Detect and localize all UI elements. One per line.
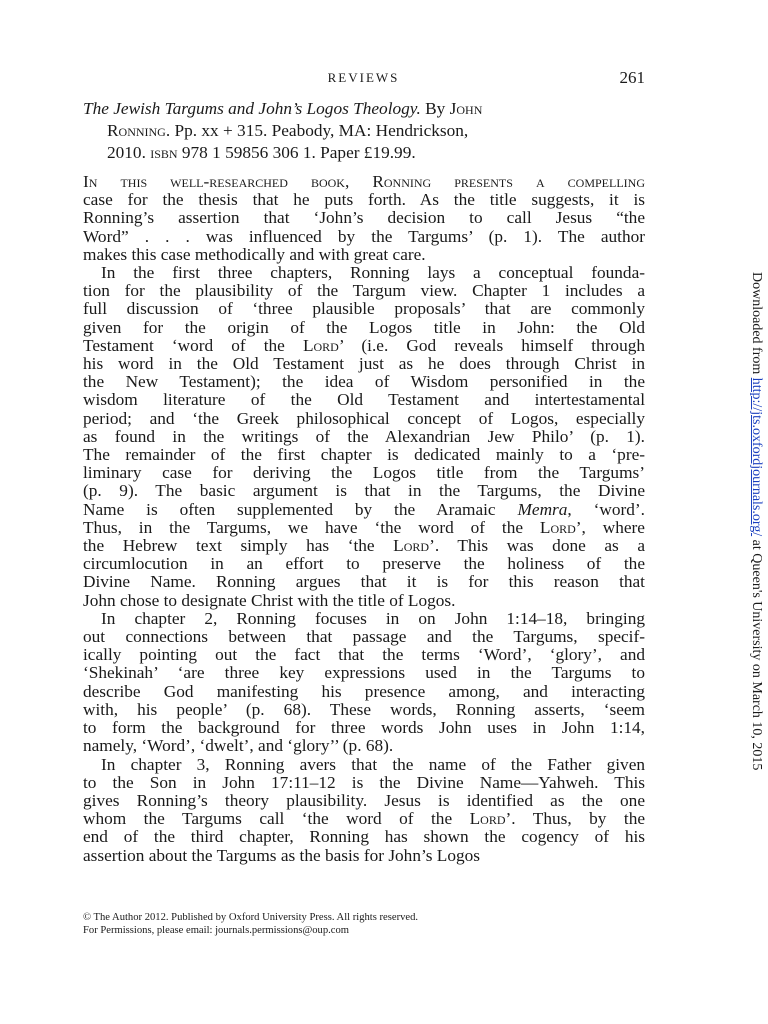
- paragraph-2: [83, 264, 645, 610]
- text-line: In the first three chapters, Ronning lays a conceptual founda-: [101, 263, 645, 283]
- text-line: (p. 9). The basic argument is that in the Targums, the Divine: [83, 481, 645, 501]
- text-line: case for the thesis that he puts forth. As the title suggests, it is: [83, 190, 645, 210]
- book-title: The Jewish Targums and John’s Logos Theology.: [83, 99, 421, 118]
- page-header: [82, 68, 645, 92]
- text-line: to form the background for three words John uses in John 1:14,: [83, 718, 645, 738]
- paragraph-3: [83, 610, 645, 756]
- smallcaps-term: this well-researched book, Ronning presents a compelling: [97, 172, 645, 191]
- text-line: end of the third chapter, Ronning has shown the cogency of his: [83, 827, 645, 847]
- text-line: [83, 337, 645, 355]
- smallcaps-term: Lord: [393, 536, 430, 556]
- page-number: 261: [619, 68, 645, 87]
- text-line: given for the origin of the Logos title in John: the Old: [83, 317, 645, 337]
- text-line: [83, 501, 645, 519]
- text-line: with, his people’ (p. 68). These words, Ronning asserts, ‘seem: [83, 699, 645, 719]
- author-first-name: John: [449, 99, 483, 118]
- author-last-name: Ronning: [107, 121, 166, 140]
- paragraph-4: [83, 756, 645, 865]
- citation-line-3: 2010. isbn 978 1 59856 306 1. Paper £19.99.: [107, 143, 416, 162]
- text-segment: ’ (i.e. God reveals himself through: [338, 335, 645, 355]
- italic-term: Memra: [517, 499, 568, 519]
- journal-link[interactable]: http://jts.oxfordjournals.org/: [749, 377, 764, 537]
- text-line: Word” . . . was influenced by the Targums’ (p. 1). The author: [83, 226, 645, 246]
- citation-line-2: Ronning. Pp. xx + 315. Peabody, MA: Hendrickson,: [107, 121, 469, 140]
- review-citation: [83, 98, 645, 164]
- text-segment: the Hebrew text simply has ‘the: [83, 536, 394, 556]
- text-line: In chapter 3, Ronning avers that the name of the Father given: [101, 754, 645, 774]
- permissions-line: For Permissions, please email: journals.permissions@oup.com: [83, 925, 350, 936]
- text-line: Ronning’s assertion that ‘John’s decision to call Jesus “the: [83, 208, 645, 228]
- text-line: John chose to designate Christ with the title of Logos.: [83, 590, 456, 610]
- text-line: his word in the Old Testament just as he does through Christ in: [83, 354, 645, 374]
- running-title: REVIEWS: [327, 70, 400, 85]
- text-line: describe God manifesting his presence among, and interacting: [83, 681, 645, 701]
- text-line: liminary case for deriving the Logos title from the Targums’: [83, 463, 645, 483]
- text-line: Divine Name. Ronning argues that it is for this reason that: [83, 572, 645, 592]
- smallcaps-term: Lord: [469, 809, 506, 829]
- text-line: period; and ‘the Greek philosophical concept of Logos, especially: [83, 408, 645, 428]
- text-line: the New Testament); the idea of Wisdom personified in the: [83, 372, 645, 392]
- drop-smallcaps: In: [83, 172, 98, 191]
- text-segment: ’. This was done as a: [429, 536, 645, 556]
- text-segment: ’, where: [575, 517, 645, 537]
- text-segment: Name is often supplemented by the Aramaic: [83, 499, 518, 519]
- text-line: ically pointing out the fact that the terms ‘Word’, ‘glory’, and: [83, 645, 645, 665]
- text-line: circumlocution in an effort to preserve the holiness of the: [83, 554, 645, 574]
- text-line: out connections between that passage and the Targums, specif-: [83, 627, 645, 647]
- citation-line-1: The Jewish Targums and John’s Logos Theology. By John: [83, 99, 483, 118]
- text-line: wisdom literature of the Old Testament and intertestamental: [83, 390, 645, 410]
- text-line: gives Ronning’s theory plausibility. Jesus is identified as the one: [83, 790, 645, 810]
- text-line: The remainder of the first chapter is dedicated mainly to a ‘pre-: [83, 445, 645, 465]
- text-line: ‘Shekinah’ ‘are three key expressions used in the Targums to: [83, 663, 645, 683]
- text-line: [83, 519, 645, 537]
- text-line: makes this case methodically and with great care.: [83, 244, 426, 264]
- text-line: namely, ‘Word’, ‘dwelt’, and ‘glory’’ (p. 68).: [83, 736, 394, 756]
- text-segment: ’. Thus, by the: [505, 809, 646, 829]
- paragraph-1: [83, 173, 645, 264]
- text-line: [83, 173, 645, 191]
- text-line: [83, 810, 645, 828]
- text-segment: whom the Targums call ‘the word of the: [83, 809, 470, 829]
- copyright-line: © The Author 2012. Published by Oxford University Press. All rights reserved.: [83, 912, 419, 923]
- smallcaps-term: Lord: [539, 517, 576, 537]
- text-line: to the Son in John 17:11–12 is the Divine Name—Yahweh. This: [83, 772, 645, 792]
- text-line: assertion about the Targums as the basis for John’s Logos: [83, 845, 481, 865]
- text-line: In chapter 2, Ronning focuses in on John 1:14–18, bringing: [101, 608, 645, 628]
- text-line: tion for the plausibility of the Targum view. Chapter 1 includes a: [83, 281, 645, 301]
- text-segment: Testament ‘word of the: [83, 335, 303, 355]
- download-watermark: [744, 272, 768, 800]
- text-line: full discussion of ‘three plausible proposals’ that are commonly: [83, 299, 645, 319]
- text-line: [83, 537, 645, 555]
- download-watermark-text: Downloaded from http://jts.oxfordjournals.org/ at Queen's University on March 10, 2015: [749, 272, 764, 771]
- text-segment: , ‘word’.: [567, 499, 645, 519]
- text-segment: Thus, in the Targums, we have ‘the word of the: [83, 517, 540, 537]
- text-line: as found in the writings of the Alexandrian Jew Philo’ (p. 1).: [83, 426, 645, 446]
- review-body: [83, 173, 645, 865]
- copyright-footer: [83, 911, 645, 937]
- smallcaps-term: Lord: [302, 335, 339, 355]
